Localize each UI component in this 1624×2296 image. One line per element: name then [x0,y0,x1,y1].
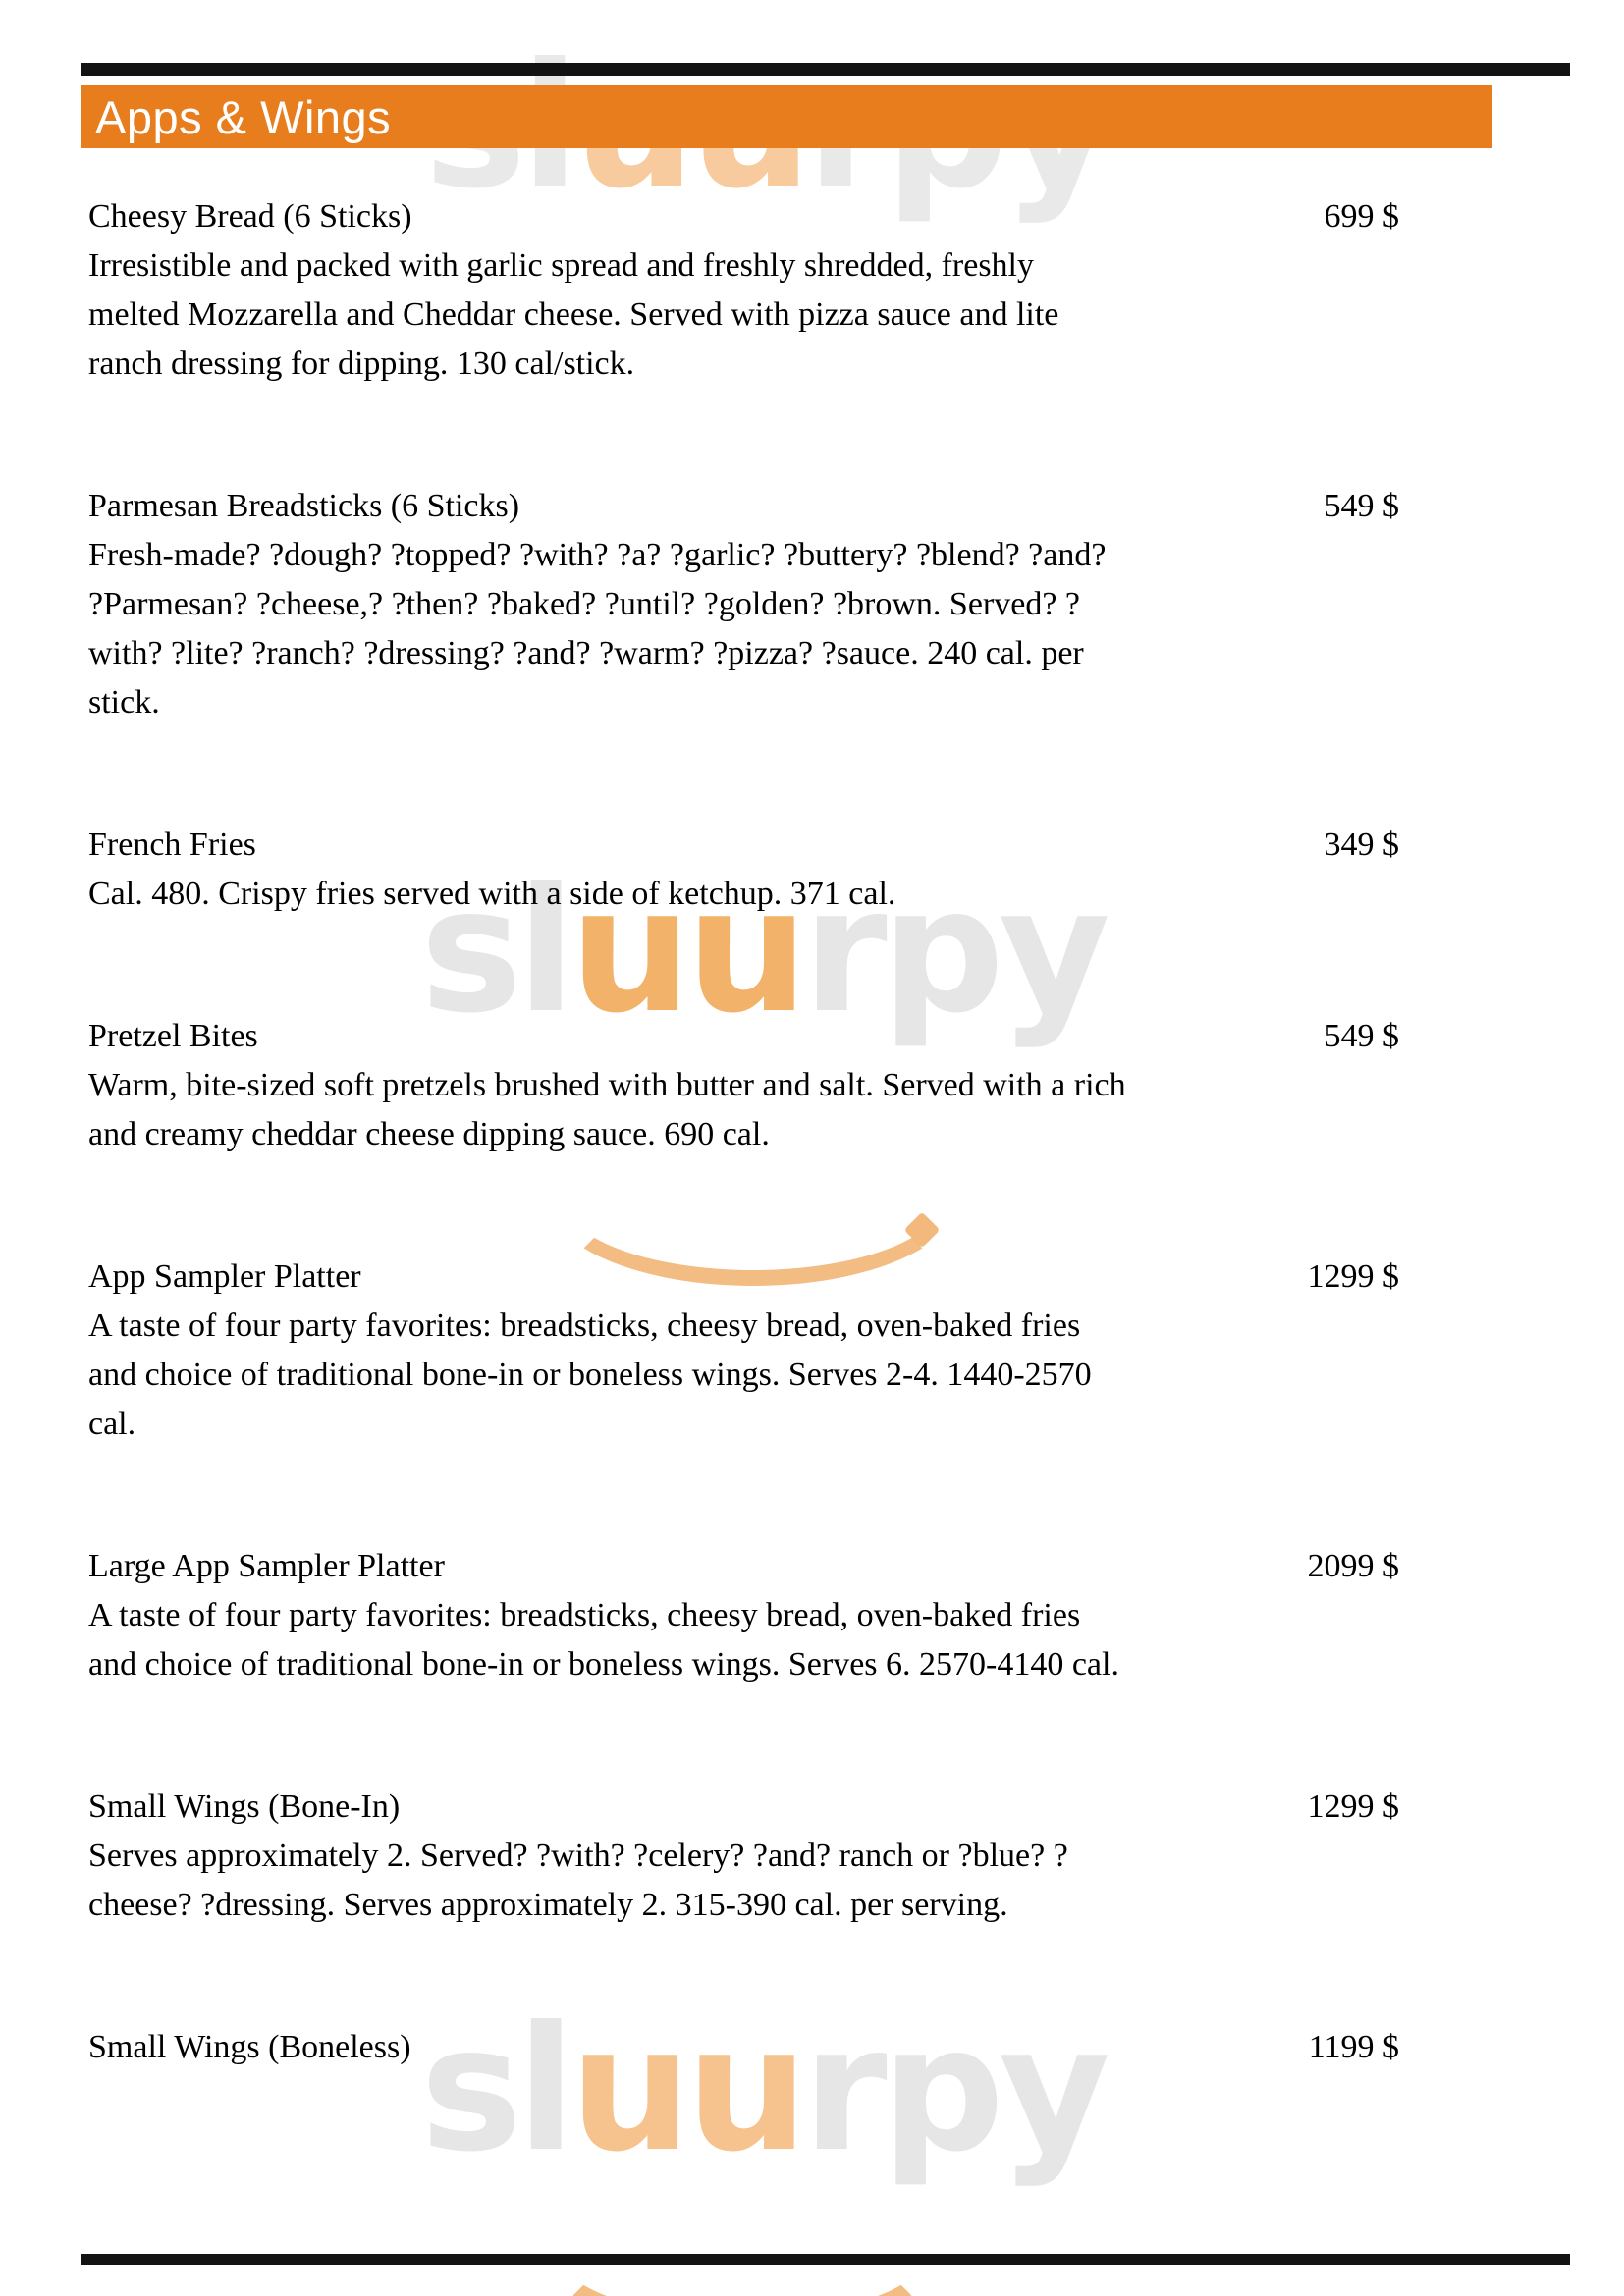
item-description: Warm, bite-sized soft pretzels brushed with butter and salt. Served with a rich and creamy cheddar cheese dipping sauce. 690 cal. [88,1067,1126,1152]
item-description: Serves approximately 2. Served? ?with? ?celery? ?and? ranch or ?blue? ?cheese? ?dressing. Serves approximately 2. 315-390 cal. per serving. [88,1838,1068,1923]
item-name: Pretzel Bites [88,1018,258,1054]
item-name: Small Wings (Bone-In) [88,1789,401,1825]
item-description: Cal. 480. Crispy fries served with a side of ketchup. 371 cal. [88,876,896,912]
item-name: Parmesan Breadsticks (6 Sticks) [88,488,520,524]
menu-item [88,1012,1399,1159]
item-price: 1199 $ [1308,2029,1399,2065]
item-description: A taste of four party favorites: breadsticks, cheesy bread, oven-baked fries and choice of traditional bone-in or boneless wings. Serves 2-4. 1440-2570 cal. [88,1308,1092,1442]
item-name: App Sampler Platter [88,1258,361,1295]
section-title: Apps & Wings [95,90,392,143]
watermark-text: rpy [802,852,1105,1051]
item-name: Large App Sampler Platter [88,1548,445,1584]
item-price: 1299 $ [1307,1789,1399,1825]
bottom-divider [81,2254,1570,2265]
item-name: French Fries [88,827,256,863]
item-price: 549 $ [1324,488,1399,524]
item-description: A taste of four party favorites: breadsticks, cheesy bread, oven-baked fries and choice of traditional bone-in or boneless wings. Serves 6. 2570-4140 cal. [88,1597,1119,1682]
menu-item [88,821,1399,919]
item-description: Fresh-made? ?dough? ?topped? ?with? ?a? ?garlic? ?buttery? ?blend? ?and? ?Parmesan? ?cheese,? ?then? ?baked? ?until? ?golden? ?brown. Served? ?with? ?lite? ?ranch? ?dressing? ?and? ?warm? ?pizza? ?sauce. 240 cal. per stick. [88,537,1107,721]
item-price: 1299 $ [1307,1258,1399,1295]
menu-list [88,192,1399,2165]
item-name: Small Wings (Boneless) [88,2029,411,2065]
menu-item [88,1542,1399,1689]
section-header [81,85,1492,148]
item-description: Irresistible and packed with garlic spread and freshly shredded, freshly melted Mozzarella and Cheddar cheese. Served with pizza sauce and lite ranch dressing for dipping. 130 cal/stick. [88,247,1059,382]
item-name: Cheesy Bread (6 Sticks) [88,198,412,235]
item-price: 2099 $ [1307,1548,1399,1584]
watermark-text: sl [420,852,570,1051]
watermark-text: sl [420,1991,570,2190]
menu-item [88,2023,1399,2072]
watermark-text: rpy [802,1991,1105,2190]
menu-item [88,482,1399,727]
menu-item [88,1253,1399,1449]
menu-item [88,1783,1399,1930]
item-price: 549 $ [1324,1018,1399,1054]
watermark-text: uu [569,1991,803,2190]
menu-item [88,192,1399,389]
item-price: 699 $ [1324,198,1399,235]
item-price: 349 $ [1324,827,1399,863]
watermark-text: uu [569,852,803,1051]
top-divider [81,63,1570,76]
